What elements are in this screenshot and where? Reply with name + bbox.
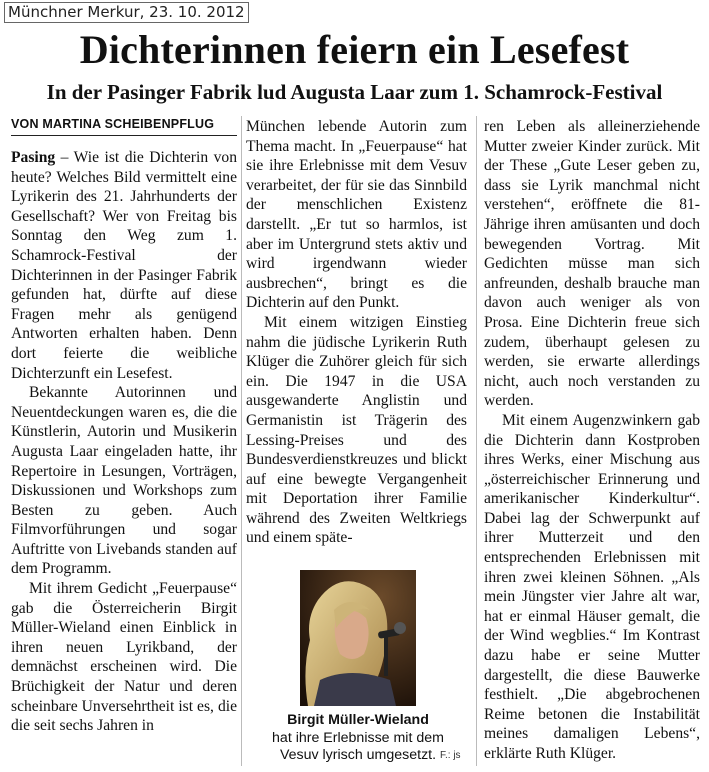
article-paragraph: Mit einem witzigen Einstieg nahm die jüdische Lyrikerin Ruth Klüger die Zuhörer gleich für sich ein. Die 1947 in die USA ausgewanderte Anglistin und Germanistin ist Trägerin des Lessing-Preises und des Bundesverdienstkreuzes und blickt auf eine bewegte Vergangenheit mit Deportation ihrer Familie während des Zweiten Weltkriegs und einem späte- [246, 313, 467, 547]
author-photo-image [300, 570, 416, 706]
source-label: Münchner Merkur, 23. 10. 2012 [4, 2, 249, 23]
column-divider-2 [476, 116, 477, 766]
article-paragraph [11, 148, 237, 383]
article-paragraph: München lebende Autorin zum Thema macht. In „Feuerpause“ hat sie ihre Erlebnisse mit dem Vesuv verarbeitet, der für sie das Sinnbild der menschlichen Existenz darstellt. „Er tut so harmlos, ist aber im Untergrund stets aktiv und wird irgendwann wieder ausbrechen“, bringt es die Dichterin auf den Punkt. [246, 118, 467, 312]
author-photo [300, 570, 416, 706]
article-paragraph: Bekannte Autorinnen und Neuentdeckungen waren es, die die Künstlerin, Autorin und Musikerin Augusta Laar eingeladen hatte, ihr Repertoire in Lesungen, Vorträgen, Diskussionen und Workshops zum Besten zu geben. Auch Filmvorführungen und sogar Auftritte von Livebands standen auf dem Programm. [11, 384, 237, 578]
article-column-2 [246, 117, 467, 548]
byline: VON MARTINA SCHEIBENPFLUG [11, 117, 215, 131]
article-column-1 [11, 148, 237, 736]
headline: Dichterinnen feiern ein Lesefest [79, 27, 630, 72]
article-paragraph: Mit einem Augenzwinkern gab die Dichterin dann Kostproben ihres Werks, einer Mischung aus „österreichischer Erinnerung und amerikanischer Kinderkultur“. Dabei lag der Schwerpunkt auf ihrer Mutterzeit und den entsprechenden Erlebnissen mit ihren zwei kleinen Söhnen. „Als mein Jüngster vier Jahre alt war, hat er einmal Häuser gemalt, die der Wind wegblies.“ Im Kontrast dazu habe er seine Mutter dargestellt, die diese Bauwerke festhielt. „Die abgebrochenen Reime betonen die Instabilität meines damaligen Lebens“, erklärte Ruth Klüger. [484, 411, 700, 762]
article-paragraph: Mit ihrem Gedicht „Feuerpause“ gab die Österreicherin Birgit Müller-Wieland einen Einblick in ihren neuen Lyrikband, der demnächst erscheinen wird. Die Brüchigkeit der Natur und deren scheinbare Unversehrtheit ist es, die die seit sechs Jahren in [11, 580, 237, 735]
paragraph-text: – Wie ist die Dichterin von heute? Welches Bild vermittelt eine Lyrikerin des 21. Jahrhunderts der Gesellschaft? Wer von Freitag bis Sonntag den Weg zum 1. Schamrock-Festival der Dichterinnen in der Pasinger Fabrik gefunden hat, dürfte auf diese Fragen mehr als genügend Antworten erhalten haben. Denn dort feierte die weibliche Dichterzunft ein Lesefest. [11, 149, 237, 382]
photo-caption [252, 712, 464, 765]
column-divider-1 [241, 116, 242, 766]
article-column-3 [484, 117, 700, 764]
caption-text: hat ihre Erlebnisse mit dem Vesuv lyrisch umgesetzt. [272, 729, 444, 763]
byline-rule [11, 135, 237, 136]
article-paragraph: ren Leben als alleinerziehende Mutter zweier Kinder zurück. Mit der These „Gute Leser geben zu, dass sie Lyrik manchmal nicht verstehen“, eröffnete die 81-Jährige ihren amüsanten und doch bewegenden Vortrag. Mit Gedichten müsse man sich anfreunden, deshalb brauche man davon auch weniger als von Prosa. Eine Dichterin freue sich zudem, überhaupt gelesen zu werden, sie erwarte allerdings nicht, auch noch verstanden zu werden. [484, 118, 700, 410]
subheadline: In der Pasinger Fabrik lud Augusta Laar zum 1. Schamrock-Festival [46, 80, 663, 104]
photo-credit: F.: js [440, 750, 461, 761]
dateline: Pasing [11, 149, 56, 166]
caption-name: Birgit Müller-Wieland [287, 712, 429, 728]
